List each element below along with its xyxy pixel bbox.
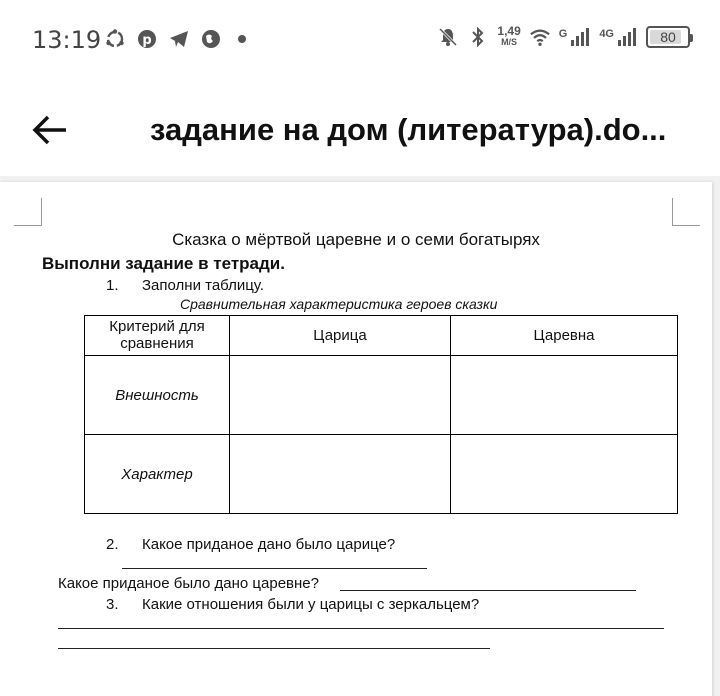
- more-notifications-dot: [238, 35, 246, 43]
- pinterest-icon: [136, 28, 158, 50]
- network-type-4g: 4G: [599, 28, 614, 40]
- sync-icon: [104, 28, 126, 50]
- arrow-left-icon: [30, 110, 70, 150]
- margin-corner-top-left: [14, 198, 42, 226]
- table-header-criterion: Критерий для сравнения: [85, 316, 230, 356]
- app-bar: [0, 80, 720, 176]
- answer-line: [340, 590, 636, 591]
- row-label-appearance: Внешность: [85, 356, 230, 435]
- table-cell: [230, 356, 451, 435]
- question-tsarevna-dowry: Какое приданое было дано царевне?: [58, 575, 319, 592]
- document-title: задание на дом (литература).do...: [150, 112, 667, 147]
- signal-4g-icon: [616, 26, 638, 48]
- document-viewer[interactable]: [0, 176, 720, 696]
- list-item-1: [106, 277, 264, 294]
- wifi-icon: [529, 26, 551, 48]
- item-number: 3.: [106, 596, 119, 613]
- margin-corner-top-right: [672, 198, 700, 226]
- vpn-globe-icon: [200, 28, 222, 50]
- battery-level: 80: [660, 29, 676, 45]
- notification-icons: [104, 28, 246, 50]
- comparison-table: [84, 315, 678, 514]
- row-label-character: Характер: [85, 435, 230, 514]
- document-page[interactable]: [0, 182, 712, 696]
- item-text: Заполни таблицу.: [142, 277, 264, 294]
- table-header-tsaritsa: Царица: [230, 316, 451, 356]
- document-heading: Сказка о мёртвой царевне и о семи богатырях: [172, 230, 540, 249]
- mute-bell-icon: [437, 26, 459, 48]
- bluetooth-icon: [467, 26, 489, 48]
- item-text: Какое приданое дано было царице?: [142, 536, 396, 553]
- table-cell: [230, 435, 451, 514]
- list-item-2: [106, 536, 395, 553]
- task-instruction: Выполни задание в тетради.: [42, 254, 285, 273]
- status-time: 13:19: [32, 26, 102, 54]
- answer-line: [58, 628, 664, 629]
- table-header-row: [85, 316, 678, 356]
- table-row: [85, 435, 678, 514]
- svg-text:p: p: [142, 33, 152, 48]
- battery-indicator: [646, 26, 690, 48]
- network-speed: 1,49 M/S: [497, 24, 521, 47]
- table-row: [85, 356, 678, 435]
- answer-line: [122, 568, 427, 569]
- item-text: Какие отношения были у царицы с зеркальцем?: [142, 596, 480, 613]
- table-header-tsarevna: Царевна: [451, 316, 678, 356]
- telegram-icon: [168, 28, 190, 50]
- network-type-g: G: [558, 28, 568, 40]
- table-cell: [451, 435, 678, 514]
- table-cell: [451, 356, 678, 435]
- table-caption: Сравнительная характеристика героев сказки: [180, 296, 498, 312]
- answer-line: [58, 648, 490, 649]
- back-button[interactable]: [30, 110, 70, 150]
- item-number: 1.: [106, 277, 119, 294]
- item-number: 2.: [106, 536, 119, 553]
- system-icons: [437, 26, 690, 48]
- list-item-3: [106, 596, 479, 613]
- signal-icon: [569, 26, 591, 48]
- status-bar: [0, 0, 720, 80]
